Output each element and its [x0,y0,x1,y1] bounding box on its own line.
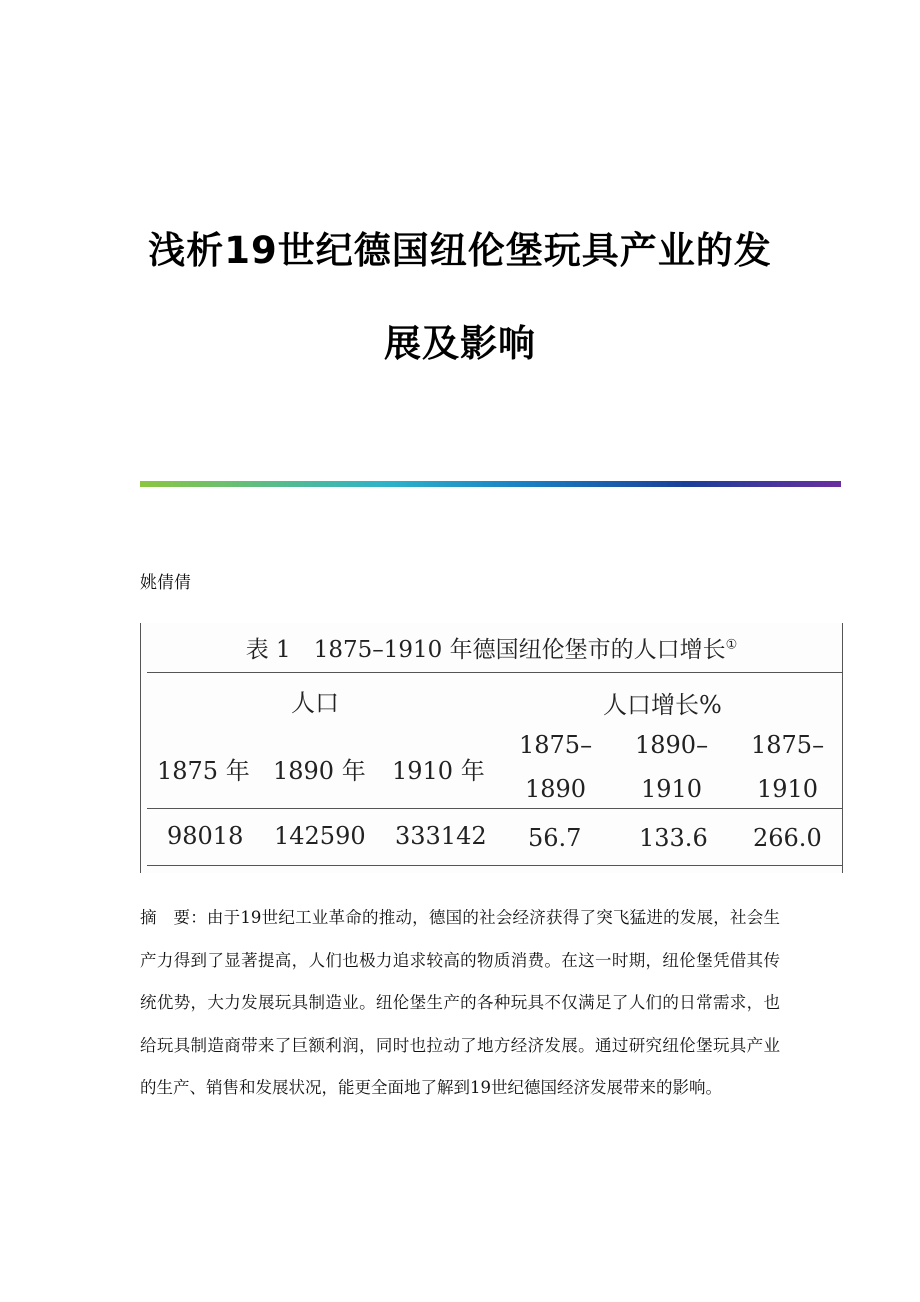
table-cell-growth-1875-1890: 56.7 [528,824,582,852]
column-header-1875-1910-line2: 1910 [757,775,819,803]
table-rule-bottom [147,865,842,866]
abstract-paragraph [140,897,780,1110]
group-header-growth: 人口增长% [603,691,722,719]
column-header-1875: 1875 年 [157,757,250,785]
column-header-1890: 1890 年 [273,757,366,785]
table-rule-top [147,672,842,673]
abstract-label: 摘 要： [140,908,207,927]
document-title-line-2: 展及影响 [384,322,536,365]
table-rule-middle [147,808,842,809]
column-header-1875-1910-line1: 1875– [751,731,825,759]
column-header-1875-1890-line2: 1890 [525,775,587,803]
table-cell-growth-1875-1910: 266.0 [753,824,822,852]
table-cell-growth-1890-1910: 133.6 [639,824,708,852]
column-header-1875-1910 [751,723,824,811]
author-name: 姚倩倩 [140,573,191,593]
population-table-image [140,623,843,873]
table-cell-pop-1890: 142590 [274,822,366,850]
abstract-text: 由于19世纪工业革命的推动，德国的社会经济获得了突飞猛进的发展，社会生产力得到了显著提高，人们也极力追求较高的物质消费。在这一时期，纽伦堡凭借其传统优势，大力发展玩具制造业。纽伦堡生产的各种玩具不仅满足了人们的日常需求，也给玩具制造商带来了巨额利润，同时也拉动了地方经济发展。通过研究纽伦堡玩具产业的生产、销售和发展状况，能更全面地了解到19世纪德国经济发展带来的影响。 [140,908,780,1097]
table-cell-pop-1910: 333142 [395,822,487,850]
table-cell-pop-1875: 98018 [167,822,244,850]
column-header-1890-1910 [635,723,708,811]
table-footnote-marker: ① [725,637,738,653]
table-caption-text: 表 1 1875–1910 年德国纽伦堡市的人口增长 [245,637,726,663]
group-header-population: 人口 [291,689,339,717]
column-header-1875-1890-line1: 1875– [519,731,593,759]
column-header-1910: 1910 年 [392,757,485,785]
column-header-1890-1910-line1: 1890– [635,731,709,759]
gradient-divider [140,481,841,487]
column-header-1875-1890 [519,723,592,811]
table-caption [141,631,842,664]
document-title-line-1: 浅析19世纪德国纽伦堡玩具产业的发 [148,229,772,272]
column-header-1890-1910-line2: 1910 [641,775,703,803]
